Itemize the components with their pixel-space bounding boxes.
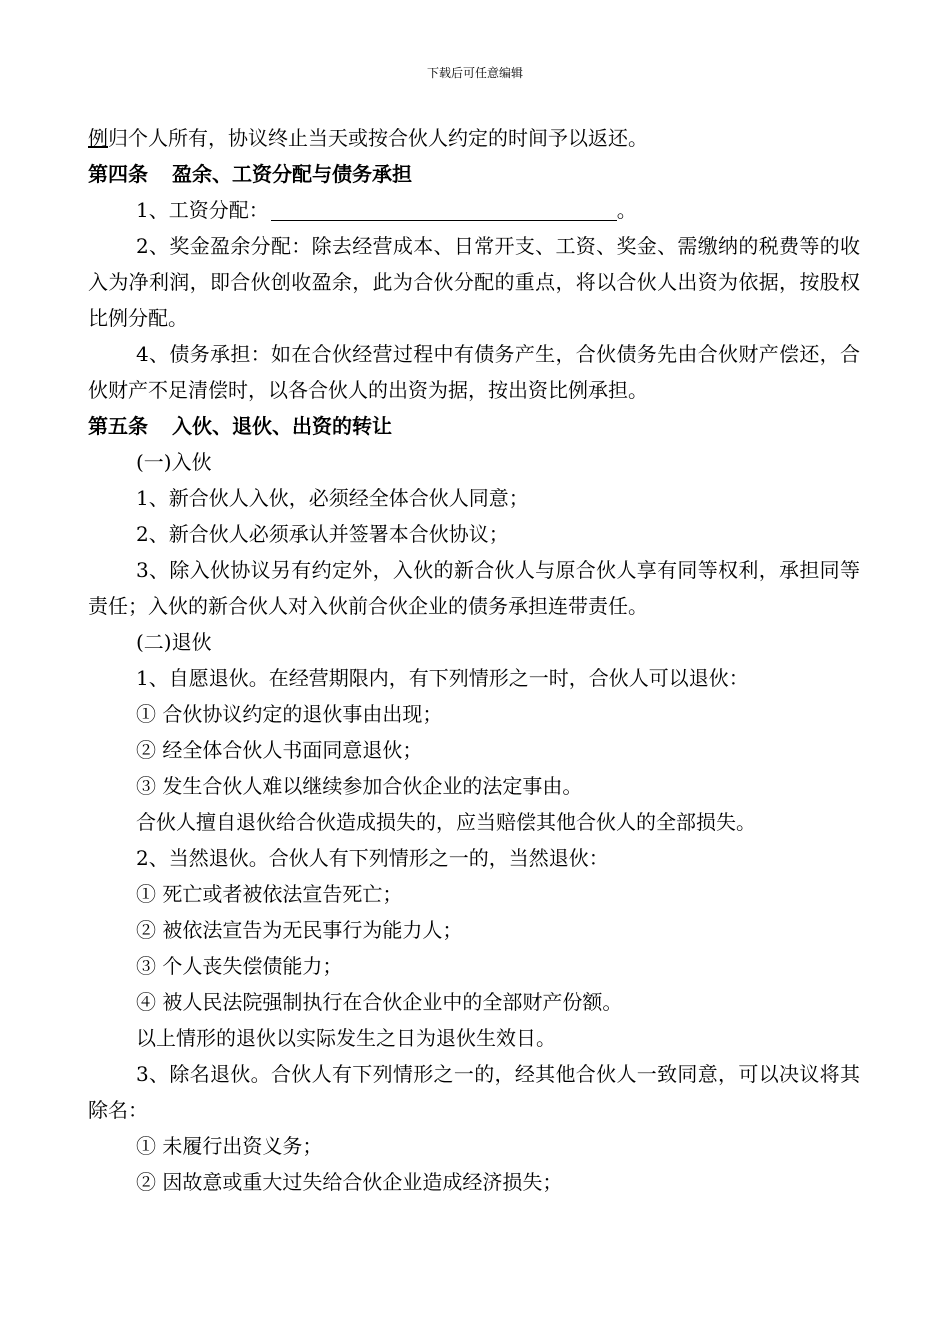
quit-item-1: 1、自愿退伙。在经营期限内，有下列情形之一时，合伙人可以退伙： bbox=[136, 666, 749, 690]
quit-item-1-a: ① 合伙协议约定的退伙事由出现； bbox=[136, 702, 443, 726]
quit-item-2-c: ③ 个人丧失偿债能力； bbox=[136, 954, 343, 978]
quit-title: (二)退伙 bbox=[136, 630, 212, 654]
wage-label: 1、工资分配： bbox=[136, 198, 269, 222]
article-5-title: 入伙、退伙、出资的转让 bbox=[172, 414, 392, 438]
page-header: 下载后可任意编辑 bbox=[426, 66, 523, 80]
article-4-title: 盈余、工资分配与债务承担 bbox=[172, 162, 412, 186]
article-5-heading bbox=[88, 408, 860, 444]
quit-item-1-b: ② 经全体合伙人书面同意退伙； bbox=[136, 738, 423, 762]
join-item-1: 1、新合伙人入伙，必须经全体合伙人同意； bbox=[136, 486, 529, 510]
quit-item-2-d: ④ 被人民法院强制执行在合伙企业中的全部财产份额。 bbox=[136, 990, 623, 1014]
paragraph-line bbox=[88, 120, 860, 156]
wage-end: 。 bbox=[616, 198, 637, 222]
quit-item-3: 3、除名退伙。合伙人有下列情形之一的，经其他合伙人一致同意，可以决议将其除名： bbox=[88, 1062, 860, 1122]
debt-paragraph: 4、债务承担：如在合伙经营过程中有债务产生，合伙债务先由合伙财产偿还，合伙财产不足清偿时，以各合伙人的出资为据，按出资比例承担。 bbox=[88, 342, 860, 402]
bonus-paragraph: 2、奖金盈余分配：除去经营成本、日常开支、工资、奖金、需缴纳的税费等的收入为净利润，即合伙创收盈余，此为合伙分配的重点，将以合伙人出资为依据，按股权比例分配。 bbox=[88, 234, 860, 330]
underlined-char: 例 bbox=[88, 126, 108, 150]
quit-item-2-a: ① 死亡或者被依法宣告死亡； bbox=[136, 882, 403, 906]
article-5-number: 第五条 bbox=[88, 414, 148, 438]
join-item-3: 3、除入伙协议另有约定外，入伙的新合伙人与原合伙人享有同等权利，承担同等责任；入伙的新合伙人对入伙前合伙企业的债务承担连带责任。 bbox=[88, 558, 860, 618]
quit-item-3-a: ① 未履行出资义务； bbox=[136, 1134, 323, 1158]
quit-item-2-note: 以上情形的退伙以实际发生之日为退伙生效日。 bbox=[136, 1026, 556, 1050]
quit-item-3-b: ② 因故意或重大过失给合伙企业造成经济损失； bbox=[136, 1170, 563, 1194]
quit-item-2-b: ② 被依法宣告为无民事行为能力人； bbox=[136, 918, 463, 942]
wage-blank-field[interactable] bbox=[271, 194, 617, 221]
join-title: (一)入伙 bbox=[136, 450, 212, 474]
wage-line bbox=[88, 192, 860, 228]
join-item-2: 2、新合伙人必须承认并签署本合伙协议； bbox=[136, 522, 509, 546]
document-body bbox=[88, 120, 860, 1200]
article-4-heading bbox=[88, 156, 860, 192]
paragraph-text: 归个人所有，协议终止当天或按合伙人约定的时间予以返还。 bbox=[108, 126, 648, 150]
quit-item-1-note: 合伙人擅自退伙给合伙造成损失的，应当赔偿其他合伙人的全部损失。 bbox=[136, 810, 756, 834]
quit-item-2: 2、当然退伙。合伙人有下列情形之一的，当然退伙： bbox=[136, 846, 609, 870]
quit-item-1-c: ③ 发生合伙人难以继续参加合伙企业的法定事由。 bbox=[136, 774, 583, 798]
article-4-number: 第四条 bbox=[88, 162, 148, 186]
